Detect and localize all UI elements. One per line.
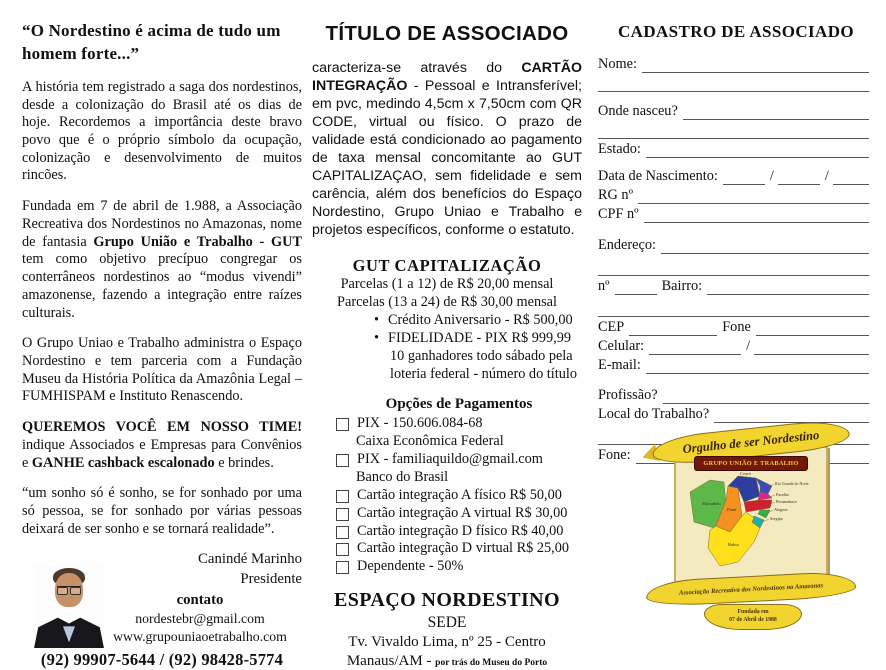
field-line: [778, 169, 820, 185]
form-gap: [598, 92, 874, 101]
form-row: [598, 404, 874, 423]
field-label: Endereço:: [598, 237, 656, 253]
field-label: Local do Trabalho?: [598, 406, 710, 422]
field-label: Nome:: [598, 56, 637, 72]
gut-title: GUT CAPITALIZAÇÃO: [352, 256, 542, 276]
paragraph-founding: [22, 198, 302, 322]
field-label: Profissão?: [598, 387, 658, 403]
payment-item-label: Cartão integração D físico R$ 40,00: [357, 522, 564, 539]
espaco-city: [312, 653, 582, 670]
panel-middle: [312, 22, 582, 670]
field-line: [756, 320, 869, 336]
payment-item-label: Dependente - 50%: [357, 558, 464, 575]
field-line: [629, 320, 717, 336]
form-row: [598, 54, 874, 73]
paragraph-history: A história tem registrado a saga dos nordestinos, desde a colonização do Brasil até os dias de hoje. Recordemos a importância deste bravo povo que é o próprio símbolo da ocupação, colonização e desenvolvimento de muitos rincões.: [22, 78, 302, 184]
field-label: Fone:: [598, 447, 631, 463]
president-block: [22, 548, 302, 646]
payment-item-dependente: [336, 558, 582, 576]
map-svg: [680, 470, 822, 580]
field-line: [723, 169, 765, 185]
payment-item-bank: Caixa Econômica Federal: [356, 433, 504, 450]
panel-left: [22, 20, 302, 670]
photo-glasses: [57, 586, 81, 594]
field-line: [754, 339, 869, 355]
field-line: [661, 238, 869, 254]
cadastro-title: CADASTRO DE ASSOCIADO: [617, 22, 855, 41]
field-label: E-mail:: [598, 357, 641, 373]
espaco-city-text: Manaus/AM -: [346, 653, 432, 670]
form-row: [598, 355, 874, 374]
checkbox-icon: [336, 490, 349, 503]
paragraph-quote: “um sonho só é sonho, se for sonhado por uma só pessoa, se for sonhado por várias pessoas deixará de ser sonho e se tornará realidade”.: [22, 485, 302, 537]
payment-item-pix-bb: [336, 451, 582, 469]
label-rio-grande-do-norte: Rio Grande do Norte: [775, 481, 809, 486]
field-line: [707, 279, 869, 295]
gut-bullet-fidelidade: [374, 330, 582, 348]
text: tem como objetivo precípuo congregar os conterrâneos nordestinos ao “modus vivendi” amazonense, fazendo a integração entre raízes culturais.: [22, 251, 302, 321]
bold-text: GANHE cashback escalonado: [31, 454, 215, 471]
payment-item-label: PIX - 150.606.084-68: [357, 415, 483, 432]
checkbox-icon: [336, 543, 349, 556]
payment-item-pix-caixa: [336, 415, 582, 433]
form-row: [598, 185, 874, 204]
form-row: [598, 336, 874, 355]
form-row: [598, 276, 874, 295]
label-pernambuco: Pernambuco: [776, 499, 797, 504]
text: - Pessoal e Intransferível; em pvc, medindo 4,5cm x 7,50cm com QR CODE, virtual ou físico. O prazo de validade está condicionado ao pagamento de taxa mensal concomitante ao GUT CAPITALIZAÇAO, sem fidelidade e sem carência, além dos benefícios do Espaço Nordestino, Grupo Uniao e Trabalho e projetos específicos, conforme o estatuto.: [312, 78, 582, 239]
field-line: [598, 301, 869, 317]
label-alagoas: Alagoas: [774, 507, 788, 512]
northeast-map: [680, 470, 822, 580]
espaco-city-note: por trás do Museu do Porto: [435, 658, 548, 669]
field-line: [833, 169, 869, 185]
payment-item-label: PIX - familiaquildo@gmail.com: [357, 451, 543, 468]
field-line: [646, 142, 869, 158]
field-line: [649, 339, 741, 355]
contact-website: www.grupouniaoetrabalho.com: [113, 629, 287, 645]
label-sergipe: Sergipe: [770, 516, 783, 521]
field-label: Fone: [722, 319, 751, 335]
checkbox-icon: [336, 454, 349, 467]
field-label: nº: [598, 278, 610, 294]
left-title: “O Nordestino é acima de tudo um homem forte...”: [22, 21, 281, 63]
label-paraiba: Paraíba: [776, 492, 789, 497]
president-photo: [34, 564, 104, 648]
payment-item-cartao-a-fisico: [336, 487, 582, 505]
payment-item-cartao-d-virtual: [336, 540, 582, 558]
payment-item-bank: Banco do Brasil: [356, 469, 449, 486]
form-row: [598, 317, 874, 336]
form-row: [598, 120, 874, 139]
group-name-banner: [694, 456, 808, 471]
founded-ribbon: [704, 604, 802, 630]
contact-label: contato: [176, 591, 224, 608]
espaco-address: Tv. Vivaldo Lima, nº 25 - Centro: [348, 634, 546, 651]
text: caracteriza-se através do: [312, 60, 522, 76]
bold-text: Grupo União e Trabalho - GUT: [93, 233, 302, 250]
label-maranhao: Maranhão: [702, 501, 721, 506]
field-label: RG nº: [598, 187, 634, 203]
payments-title: Opções de Pagamentos: [385, 396, 533, 413]
form-row: [598, 298, 874, 317]
bold-text: QUEREMOS VOCÊ EM NOSSO TIME!: [22, 419, 302, 436]
contact-email: nordestebr@gmail.com: [135, 611, 265, 627]
text: e brindes.: [214, 454, 274, 471]
form-row: [598, 73, 874, 92]
espaco-title: ESPAÇO NORDESTINO: [334, 589, 560, 612]
field-line: [615, 279, 657, 295]
payment-options: [336, 396, 582, 576]
field-line: [683, 104, 869, 120]
espaco-footer: [312, 589, 582, 670]
text: indique Associados e Empresas para Convênios e: [22, 436, 302, 471]
field-separator: /: [824, 168, 829, 184]
gut-bullet-list: [374, 312, 582, 383]
field-line: [646, 358, 869, 374]
field-label: Celular:: [598, 338, 645, 354]
paragraph-partnership: O Grupo Uniao e Trabalho administra o Espaço Nordestino e tem parceria com a Fundação Museu da História Política da Amazônia Legal – FUMHISPAM e Instituto Renascendo.: [22, 335, 302, 405]
payment-item-cartao-d-fisico: [336, 523, 582, 541]
field-line: [638, 188, 869, 204]
gut-bullet-credito-text: Crédito Aniversario - R$ 500,00: [388, 312, 573, 329]
payment-item-label: Cartão integração A físico R$ 50,00: [357, 486, 562, 503]
gut-parcelas-2: Parcelas (13 a 24) de R$ 30,00 mensal: [337, 294, 557, 311]
ribbon-top-text: Orgulho de ser Nordestino: [681, 427, 820, 457]
field-label: Onde nasceu?: [598, 103, 678, 119]
gut-fidelidade-detail-2: loteria federal - número do título: [390, 365, 577, 382]
payment-item-cartao-a-virtual: [336, 505, 582, 523]
field-line: [663, 388, 869, 404]
label-piaui: Piauí: [727, 507, 737, 512]
association-emblem: [640, 424, 864, 632]
checkbox-icon: [336, 561, 349, 574]
panel-right: [598, 22, 874, 464]
ribbon-bottom-text: Associação Recreativa dos Nordestinos no Amazonas: [678, 581, 824, 597]
founded-line-1: Fundada em: [737, 609, 769, 616]
gut-parcelas-1: Parcelas (1 a 12) de R$ 20,00 mensal: [340, 276, 554, 293]
form-gap: [598, 223, 874, 235]
founded-line-2: 07 de Abril de 1988: [729, 617, 777, 623]
gut-bullet-credito: [374, 312, 582, 330]
form-gap: [598, 158, 874, 166]
form-row: [598, 385, 874, 404]
paragraph-recruiting: [22, 419, 302, 472]
espaco-sede: SEDE: [427, 614, 467, 632]
payment-item-label: Cartão integração D virtual R$ 25,00: [357, 540, 570, 557]
field-label: Data de Nascimento:: [598, 168, 718, 184]
field-label: CEP: [598, 319, 625, 335]
state-alagoas: [758, 510, 770, 518]
field-separator: /: [769, 168, 774, 184]
form-row: [598, 166, 874, 185]
field-line: [598, 76, 869, 92]
bullet-icon: •: [374, 329, 380, 346]
field-line: [714, 407, 869, 423]
group-name-text: GRUPO UNIÃO E TRABALHO: [703, 460, 799, 467]
middle-title: TÍTULO DE ASSOCIADO: [325, 22, 569, 45]
cadastro-form: [598, 54, 874, 464]
checkbox-icon: [336, 526, 349, 539]
bold-text: CARTÃO INTEGRAÇÃO: [312, 60, 582, 95]
form-row: [598, 204, 874, 223]
text: Fundada em 7 de abril de 1.988, a Associação Recreativa dos Nordestinos no Amazonas, nome de fantasia: [22, 198, 302, 250]
checkbox-icon: [336, 418, 349, 431]
label-ceara: Ceará: [740, 471, 751, 476]
field-label: Estado:: [598, 141, 641, 157]
leader-line: [770, 495, 775, 497]
field-line: [598, 260, 869, 276]
payment-item-label: Cartão integração A virtual R$ 30,00: [357, 504, 568, 521]
form-row: [598, 235, 874, 254]
bullet-icon: •: [374, 312, 380, 329]
field-label: CPF nº: [598, 206, 639, 222]
president-title: Presidente: [240, 570, 302, 587]
checkbox-icon: [336, 508, 349, 521]
form-gap: [598, 374, 874, 385]
form-row: [598, 139, 874, 158]
field-line: [644, 207, 869, 223]
contact-phones: (92) 99907-5644 / (92) 98428-5774: [40, 649, 284, 669]
membership-description: [312, 59, 582, 239]
field-separator: /: [746, 338, 751, 354]
state-paraiba: [758, 492, 772, 500]
label-bahia: Bahia: [728, 542, 739, 547]
president-name: Canindé Marinho: [198, 551, 302, 568]
field-label: Bairro:: [661, 278, 703, 294]
field-line: [598, 123, 869, 139]
gut-fidelidade-detail-1: 10 ganhadores todo sábado pela: [390, 347, 573, 364]
gut-bullet-fidelidade-text: FIDELIDADE - PIX R$ 999,99: [388, 329, 572, 346]
field-line: [642, 57, 869, 73]
contact-stack: [98, 591, 302, 646]
form-row: [598, 257, 874, 276]
form-row: [598, 101, 874, 120]
